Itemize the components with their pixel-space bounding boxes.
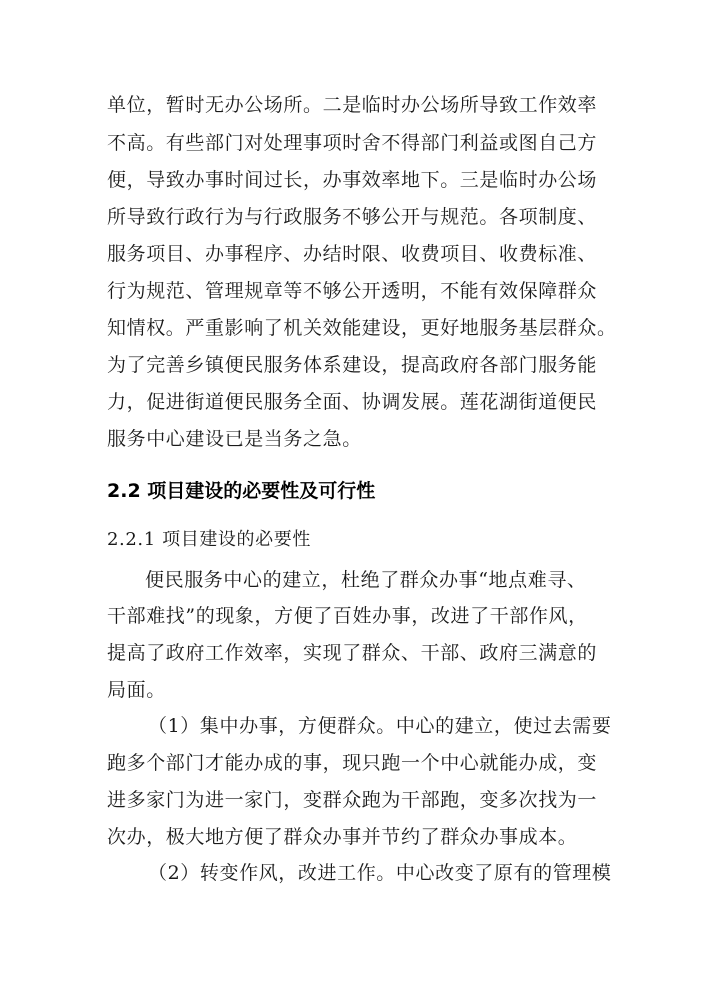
body-text-line: 局面。 [107, 679, 166, 701]
body-text-line: 力，促进街道便民服务全面、协调发展。莲花湖街道便民 [107, 391, 598, 413]
body-text-line: 提高了政府工作效率，实现了群众、干部、政府三满意的 [107, 642, 598, 664]
list-item-1-line: （1）集中办事，方便群众。中心的建立，使过去需要 [148, 715, 612, 737]
body-text-line: 为了完善乡镇便民服务体系建设，提高政府各部门服务能 [107, 354, 598, 376]
body-text-line: 干部难找”的现象，方便了百姓办事，改进了干部作风， [107, 605, 588, 627]
list-item-2-line: （2）转变作风，改进工作。中心改变了原有的管理模 [148, 862, 612, 884]
list-item-1-line: 次办，极大地方便了群众办事并节约了群众办事成本。 [107, 826, 578, 848]
body-text-line: 服务项目、办事程序、办结时限、收费项目、收费标准、 [107, 243, 598, 265]
body-text-line: 服务中心建设已是当务之急。 [107, 428, 362, 450]
body-text-line: 便民服务中心的建立，杜绝了群众办事“地点难寻、 [145, 569, 587, 591]
section-heading: 2.2 项目建设的必要性及可行性 [107, 480, 376, 502]
list-item-1-line: 进多家门为进一家门，变群众跑为干部跑，变多次找为一 [107, 789, 598, 811]
body-text-line: 所导致行政行为与行政服务不够公开与规范。各项制度、 [107, 206, 598, 228]
body-text-line: 便，导致办事时间过长，办事效率地下。三是临时办公场 [107, 169, 598, 191]
body-text-line: 知情权。严重影响了机关效能建设，更好地服务基层群众。 [107, 317, 617, 339]
body-text-line: 行为规范、管理规章等不够公开透明，不能有效保障群众 [107, 280, 598, 302]
list-item-1-line: 跑多个部门才能办成的事，现只跑一个中心就能办成，变 [107, 752, 598, 774]
body-text-line: 单位，暂时无办公场所。二是临时办公场所导致工作效率 [107, 94, 598, 116]
body-text-line: 不高。有些部门对处理事项时舍不得部门利益或图自己方 [107, 132, 598, 154]
subsection-heading: 2.2.1 项目建设的必要性 [107, 529, 311, 550]
